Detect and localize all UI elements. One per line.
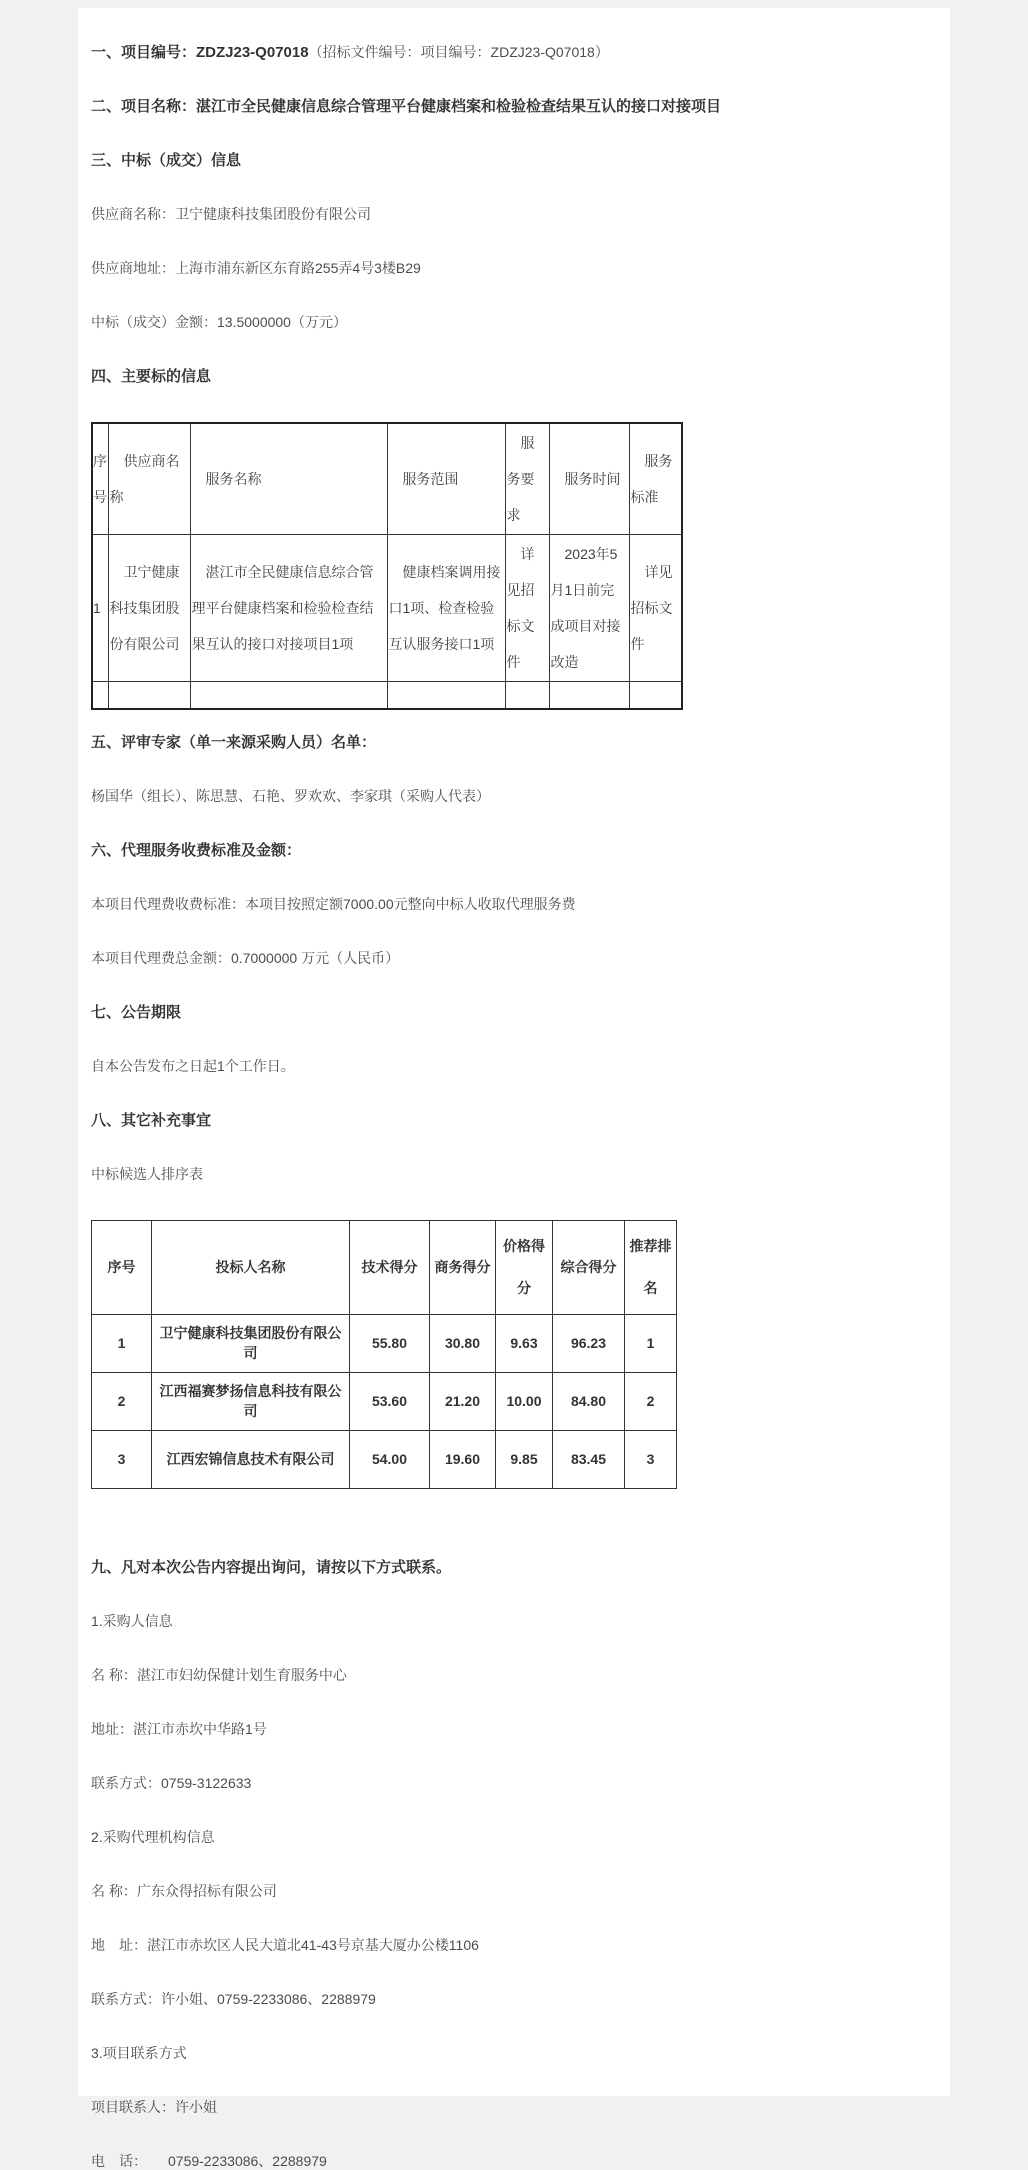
table-row	[92, 1314, 677, 1372]
table-cell	[505, 682, 549, 709]
table-cell: 2023年5月1日前完成项目对接改造	[549, 535, 629, 682]
project-number-label: 一、项目编号：ZDZJ23-Q07018	[91, 44, 309, 61]
table-header-cell: 序号	[92, 423, 108, 535]
table-header-cell: 综合得分	[553, 1220, 625, 1314]
table-cell: 3	[92, 1430, 152, 1488]
table-cell: 53.60	[350, 1372, 430, 1430]
table-cell: 55.80	[350, 1314, 430, 1372]
table-cell: 1	[92, 535, 108, 682]
table-header-cell: 服务名称	[190, 423, 387, 535]
table-header-cell: 推荐排名	[625, 1220, 677, 1314]
announcement-page	[78, 8, 950, 2169]
project-name-heading: 二、项目名称：湛江市全民健康信息综合管理平台健康档案和检验检查结果互认的接口对接项目	[91, 98, 722, 115]
supplier-address: 供应商地址：上海市浦东新区东育路255弄4号3楼B29	[91, 260, 421, 276]
table-cell: 2	[92, 1372, 152, 1430]
table-cell: 卫宁健康科技集团股份有限公司	[152, 1314, 350, 1372]
table-cell: 1	[625, 1314, 677, 1372]
table-row	[92, 535, 682, 682]
table-cell: 10.00	[496, 1372, 553, 1430]
supplier-name: 供应商名称：卫宁健康科技集团股份有限公司	[91, 206, 371, 222]
buyer-contact: 联系方式：0759-3122633	[91, 1774, 252, 1791]
table-cell	[549, 682, 629, 709]
subject-info-heading: 四、主要标的信息	[91, 368, 212, 385]
project-contact-section-label: 3.项目联系方式	[91, 2044, 187, 2061]
table-header-cell: 服务范围	[387, 423, 505, 535]
award-info-heading: 三、中标（成交）信息	[91, 152, 242, 169]
table-cell: 9.85	[496, 1430, 553, 1488]
project-contact-phone: 电 话： 0759-2233086、2288979	[91, 2152, 327, 2169]
table-cell: 9.63	[496, 1314, 553, 1372]
tender-doc-number: （招标文件编号：项目编号：ZDZJ23-Q07018）	[308, 44, 609, 60]
contact-heading: 九、凡对本次公告内容提出询问，请按以下方式联系。	[91, 1558, 452, 1576]
agency-contact: 联系方式：许小姐、0759-2233086、2288979	[91, 1990, 376, 2007]
table-cell: 江西宏锦信息技术有限公司	[152, 1430, 350, 1488]
table-cell: 83.45	[553, 1430, 625, 1488]
table-cell: 30.80	[430, 1314, 496, 1372]
table-cell: 2	[625, 1372, 677, 1430]
agency-fee-heading: 六、代理服务收费标准及金额：	[91, 841, 302, 859]
table-cell: 84.80	[553, 1372, 625, 1430]
table-header-cell: 价格得分	[496, 1220, 553, 1314]
table-cell	[108, 682, 190, 709]
table-header-cell: 供应商名称	[108, 423, 190, 535]
table-cell	[629, 682, 682, 709]
agency-fee-standard: 本项目代理费收费标准：本项目按照定额7000.00元整向中标人收取代理服务费	[91, 895, 576, 912]
table-cell: 19.60	[430, 1430, 496, 1488]
buyer-address: 地址：湛江市赤坎中华路1号	[91, 1720, 267, 1737]
table-cell: 54.00	[350, 1430, 430, 1488]
agency-fee-total: 本项目代理费总金额：0.7000000 万元（人民币）	[91, 949, 400, 966]
table-row	[92, 682, 682, 709]
table-cell	[387, 682, 505, 709]
award-amount: 中标（成交）金额：13.5000000（万元）	[91, 314, 347, 330]
candidates-ranking-table	[91, 1220, 677, 1489]
buyer-name: 名 称：湛江市妇幼保健计划生育服务中心	[91, 1666, 347, 1683]
table-header-cell: 投标人名称	[152, 1220, 350, 1314]
buyer-section-label: 1.采购人信息	[91, 1612, 173, 1629]
agency-name: 名 称：广东众得招标有限公司	[91, 1882, 277, 1899]
table-row	[92, 1372, 677, 1430]
table-cell: 详见招标文件	[629, 535, 682, 682]
table-header-cell: 技术得分	[350, 1220, 430, 1314]
table-cell: 健康档案调用接口1项、检查检验互认服务接口1项	[387, 535, 505, 682]
table-cell	[190, 682, 387, 709]
table-header-row	[92, 423, 682, 535]
subject-info-table	[91, 422, 683, 710]
experts-heading: 五、评审专家（单一来源采购人员）名单：	[91, 733, 377, 751]
table-header-row	[92, 1220, 677, 1314]
table-cell: 江西福赛梦扬信息科技有限公司	[152, 1372, 350, 1430]
notice-period: 自本公告发布之日起1个工作日。	[91, 1057, 295, 1074]
table-header-cell: 服务时间	[549, 423, 629, 535]
other-matters-heading: 八、其它补充事宜	[91, 1111, 212, 1129]
table-cell: 详见招标文件	[505, 535, 549, 682]
table-cell: 3	[625, 1430, 677, 1488]
agency-section-label: 2.采购代理机构信息	[91, 1828, 215, 1845]
table-cell: 卫宁健康科技集团股份有限公司	[108, 535, 190, 682]
table-header-cell: 序号	[92, 1220, 152, 1314]
candidate-table-title: 中标候选人排序表	[91, 1165, 203, 1182]
table-cell: 96.23	[553, 1314, 625, 1372]
experts-list: 杨国华（组长）、陈思慧、石艳、罗欢欢、李家琪（采购人代表）	[91, 787, 490, 804]
table-header-cell: 商务得分	[430, 1220, 496, 1314]
table-cell: 湛江市全民健康信息综合管理平台健康档案和检验检查结果互认的接口对接项目1项	[190, 535, 387, 682]
project-contact-person: 项目联系人：许小姐	[91, 2098, 217, 2115]
notice-period-heading: 七、公告期限	[91, 1003, 182, 1021]
table-header-cell: 服务标准	[629, 423, 682, 535]
agency-address: 地 址：湛江市赤坎区人民大道北41-43号京基大厦办公楼1106	[91, 1936, 479, 1953]
table-cell: 1	[92, 1314, 152, 1372]
table-cell	[92, 682, 108, 709]
table-cell: 21.20	[430, 1372, 496, 1430]
table-row	[92, 1430, 677, 1488]
project-number-heading	[91, 44, 936, 61]
table-header-cell: 服务要求	[505, 423, 549, 535]
